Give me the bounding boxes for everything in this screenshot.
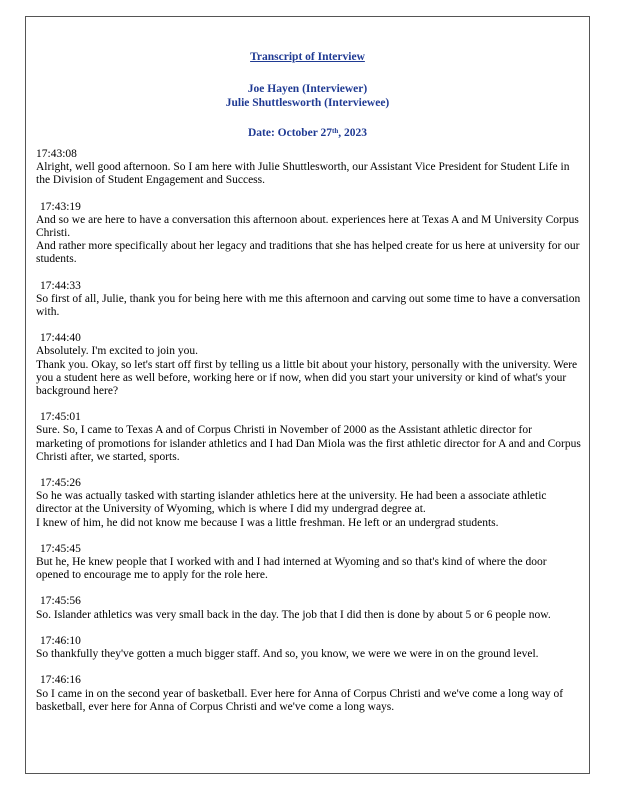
utterance: Alright, well good afternoon. So I am here with Julie Shuttlesworth, our Assistant Vice President for Student Life in the Division of Student Engagement and Success. bbox=[36, 161, 570, 187]
transcript-entry bbox=[36, 595, 581, 621]
date-ordinal-suffix: th bbox=[332, 127, 339, 135]
interviewee-name: Julie Shuttlesworth (Interviewee) bbox=[225, 97, 390, 109]
date-prefix: Date: October 27 bbox=[247, 127, 333, 139]
timestamp: 17:45:26 bbox=[40, 477, 81, 490]
utterance: So first of all, Julie, thank you for being here with me this afternoon and carving out some time to have a conversation with. bbox=[36, 292, 581, 319]
transcript-entry bbox=[36, 280, 581, 320]
utterance: Sure. So, I came to Texas A and of Corpus Christi in November of 2000 as the Assistant athletic director for marketing of promotions for islander athletics and I had Dan Miola was the first athletic director for A and and Corpus Christi after, we started, sports. bbox=[36, 424, 581, 463]
date-suffix: , 2023 bbox=[338, 127, 368, 139]
transcript-entry bbox=[36, 635, 581, 661]
timestamp: 17:46:16 bbox=[40, 674, 81, 687]
timestamp: 17:45:01 bbox=[40, 411, 81, 424]
utterance: So he was actually tasked with starting islander athletics here at the university. He had been a associate athletic director at the University of Wyoming, which is where I did my undergrad degree at. bbox=[36, 490, 547, 516]
utterance: So thankfully they've gotten a much bigger staff. And so, you know, we were we were in on the ground level. bbox=[36, 648, 539, 661]
timestamp: 17:45:56 bbox=[40, 595, 81, 608]
timestamp: 17:44:33 bbox=[40, 279, 81, 292]
utterance: I knew of him, he did not know me because I was a little freshman. He left or an undergrad students. bbox=[36, 516, 499, 529]
transcript-entry bbox=[36, 674, 581, 714]
transcript-entry bbox=[36, 148, 581, 188]
participants bbox=[25, 82, 590, 110]
utterance: Thank you. Okay, so let's start off first by telling us a little bit about your history, personally with the university. Were you a student here as well before, working here or if now, when did you start your university or kind of what's your background here? bbox=[36, 358, 578, 398]
timestamp: 17:43:19 bbox=[40, 200, 81, 213]
transcript-entry bbox=[36, 201, 581, 267]
transcript-entry bbox=[36, 477, 581, 530]
transcript-entry bbox=[36, 543, 581, 583]
utterance: Absolutely. I'm excited to join you. bbox=[36, 345, 198, 358]
timestamp: 17:46:10 bbox=[40, 634, 81, 647]
utterance: And so we are here to have a conversation this afternoon about. experiences here at Texas A and M University Corpus Christi. bbox=[36, 213, 579, 240]
utterance: So I came in on the second year of basketball. Ever here for Anna of Corpus Christi and we've come a long way of basketball, ever here for Anna of Corpus Christi and we've come a long ways. bbox=[36, 687, 564, 713]
document-title: Transcript of Interview bbox=[250, 51, 365, 63]
timestamp: 17:44:40 bbox=[40, 332, 81, 345]
timestamp: 17:43:08 bbox=[36, 148, 77, 160]
utterance: And rather more specifically about her legacy and traditions that she has helped create for us here at university for our students. bbox=[36, 240, 580, 266]
interview-date bbox=[25, 126, 590, 140]
timestamp: 17:45:45 bbox=[40, 542, 81, 555]
document-header bbox=[25, 50, 590, 140]
transcript-body bbox=[36, 148, 581, 727]
utterance: So. Islander athletics was very small back in the day. The job that I did then is done by about 5 or 6 people now. bbox=[36, 608, 551, 621]
utterance: But he, He knew people that I worked with and I had interned at Wyoming and so that's kind of where the door opened to encourage me to apply for the role here. bbox=[36, 556, 547, 582]
interviewer-name: Joe Hayen (Interviewer) bbox=[247, 83, 368, 95]
transcript-entry bbox=[36, 332, 581, 398]
transcript-entry bbox=[36, 411, 581, 464]
